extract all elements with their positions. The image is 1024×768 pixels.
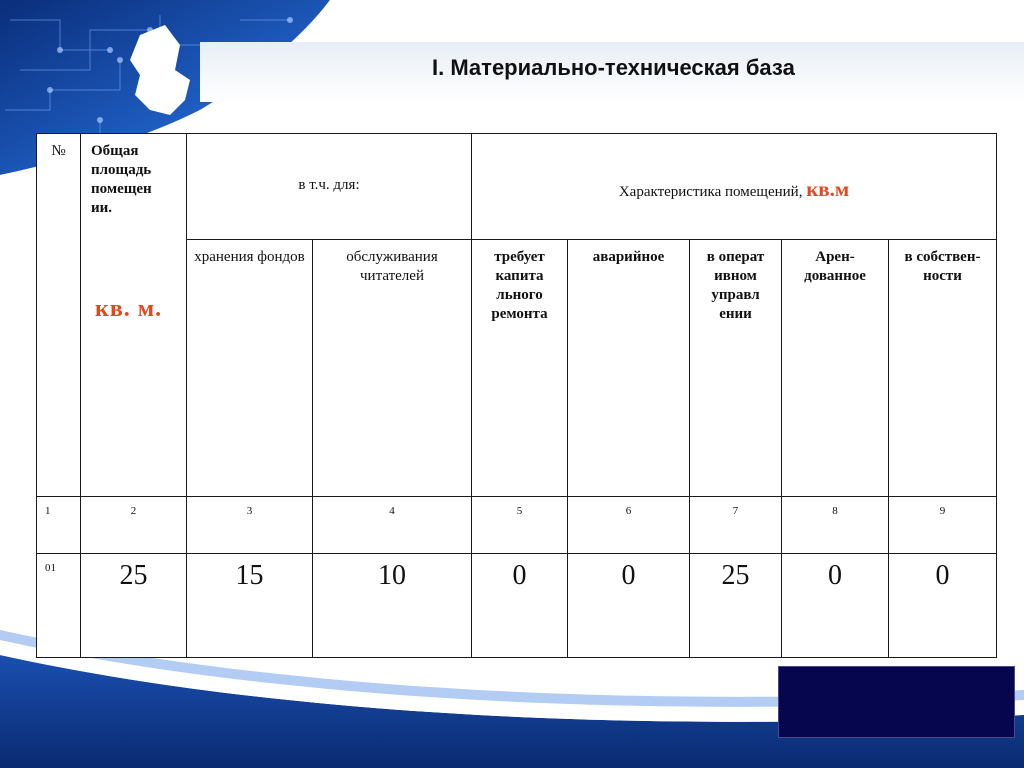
column-number: 8 — [782, 497, 889, 554]
header-total-area-unit: кв. м. — [95, 296, 163, 322]
slide-title: I. Материально-техническая база — [432, 55, 795, 80]
header-rented-label: Арен- дованное — [804, 249, 866, 284]
header-operational — [690, 240, 782, 497]
header-operational-label: в операт ивном управл ении — [706, 249, 765, 322]
value-total-area: 25 — [81, 554, 187, 658]
header-owned — [889, 240, 997, 497]
header-characteristics — [472, 134, 997, 240]
column-number: 2 — [81, 497, 187, 554]
value-storage: 15 — [187, 554, 313, 658]
value-rented: 0 — [782, 554, 889, 658]
header-characteristics-label: Характеристика помещений, — [618, 184, 803, 200]
value-readers: 10 — [313, 554, 472, 658]
header-characteristics-unit: кв.м — [806, 177, 850, 201]
header-total-area — [81, 134, 187, 497]
header-total-area-label: Общая площадь помещен ии. — [91, 143, 152, 216]
column-number: 7 — [690, 497, 782, 554]
column-number: 1 — [37, 497, 81, 554]
column-number-row — [37, 497, 997, 554]
corner-box — [778, 666, 1015, 738]
header-readers: обслуживания читателей — [313, 240, 472, 497]
value-emergency: 0 — [568, 554, 690, 658]
column-number: 9 — [889, 497, 997, 554]
value-owned: 0 — [889, 554, 997, 658]
column-number: 3 — [187, 497, 313, 554]
header-number: № — [37, 134, 81, 497]
header-emergency: аварийное — [568, 240, 690, 497]
column-number: 6 — [568, 497, 690, 554]
column-number: 5 — [472, 497, 568, 554]
material-base-table — [36, 133, 997, 658]
table-row — [37, 554, 997, 658]
header-rented — [782, 240, 889, 497]
column-number: 4 — [313, 497, 472, 554]
header-storage: хранения фондов — [187, 240, 313, 497]
row-code: 01 — [37, 554, 81, 658]
value-capital-repair: 0 — [472, 554, 568, 658]
value-operational: 25 — [690, 554, 782, 658]
header-owned-label: в собствен- ности — [904, 249, 981, 284]
header-including-for: в т.ч. для: — [187, 134, 472, 240]
header-capital-repair — [472, 240, 568, 497]
header-capital-repair-label: требует капита льного ремонта — [491, 249, 548, 322]
